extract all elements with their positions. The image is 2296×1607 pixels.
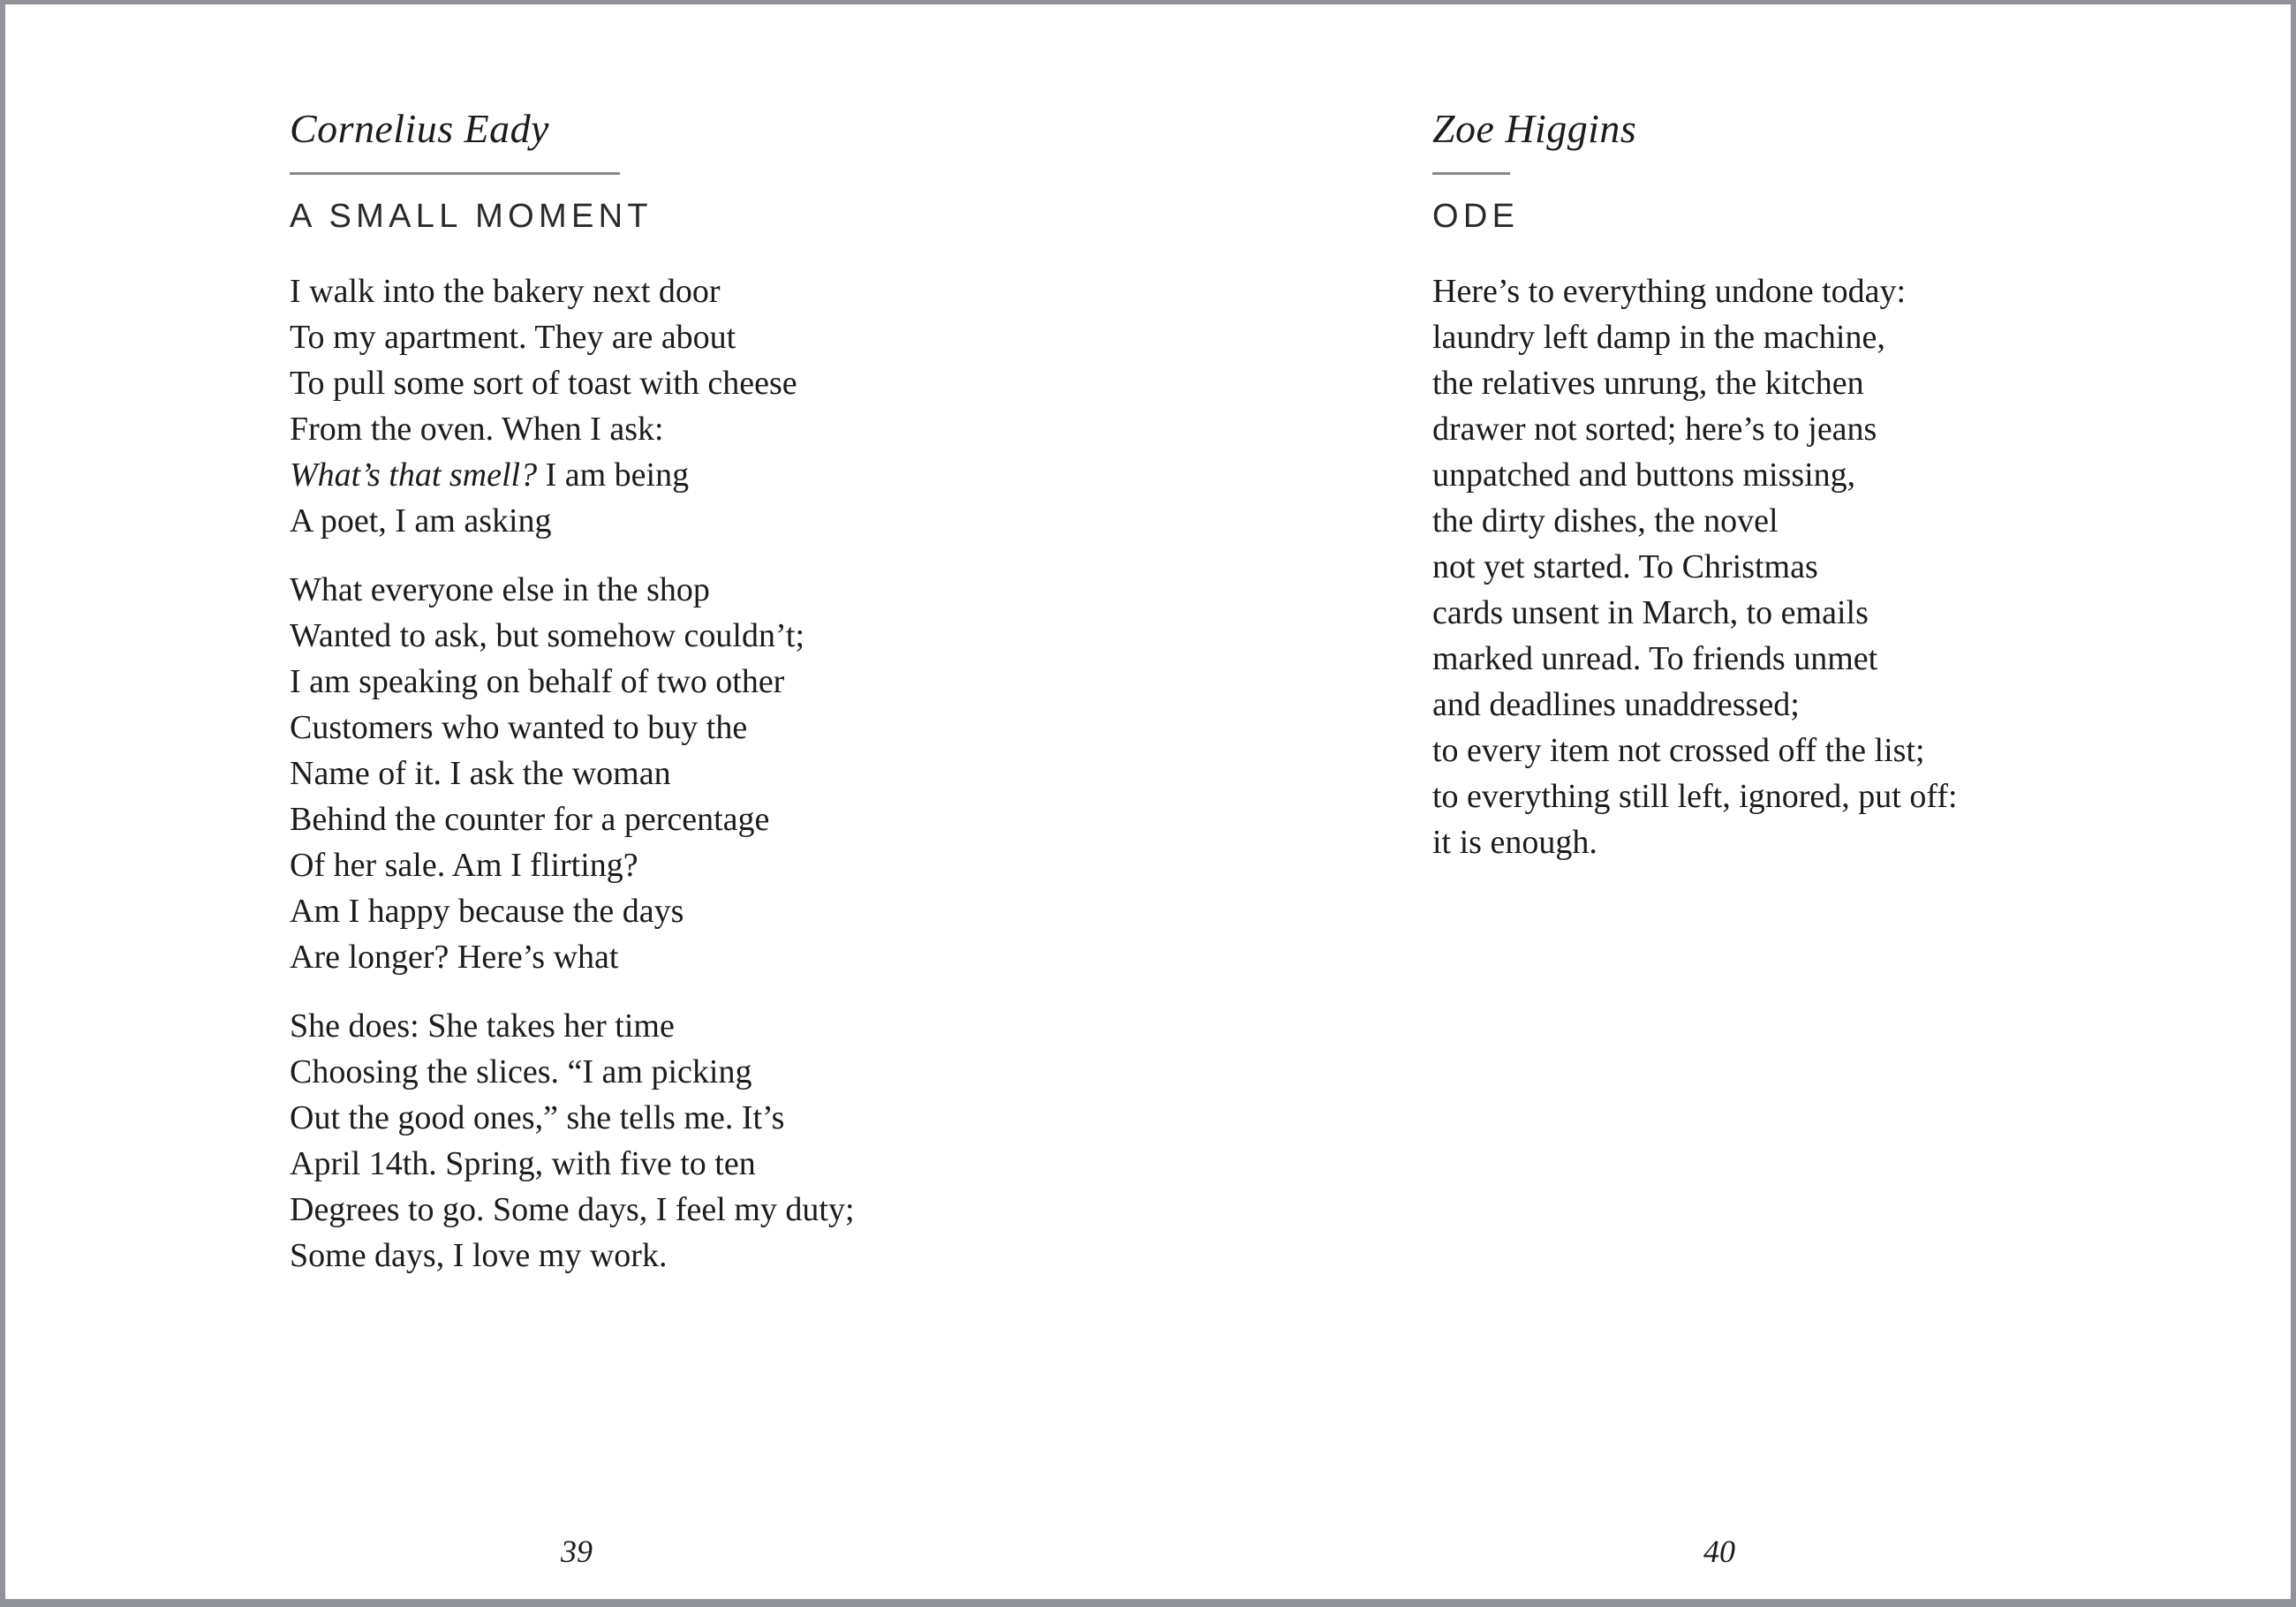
poem-line: [290, 659, 925, 705]
poem-line: [290, 314, 925, 360]
poem-line: [1432, 268, 2068, 314]
poem-line: [290, 452, 925, 498]
page-number: 39: [561, 1534, 593, 1569]
open-book-pages: [5, 4, 2291, 1599]
stanza: [290, 268, 925, 544]
poem-line-italic-segment: What’s that smell?: [290, 456, 538, 494]
poem-line-segment: Behind the counter for a percentage: [290, 801, 770, 838]
author-rule: [290, 172, 620, 175]
poem-line: [290, 796, 925, 842]
poem-line: [290, 1049, 925, 1095]
page-left-column: [290, 106, 925, 1279]
poem-line-segment: She does: She takes her time: [290, 1007, 675, 1045]
poem-line-segment: laundry left damp in the machine,: [1432, 319, 1885, 356]
poem-line-segment: and deadlines unaddressed;: [1432, 686, 1800, 723]
poem-line: [290, 1003, 925, 1049]
poem-line: [290, 934, 925, 980]
poem-line-segment: To pull some sort of toast with cheese: [290, 365, 797, 402]
poem-line-segment: Am I happy because the days: [290, 893, 684, 930]
poem-line-segment: Here’s to everything undone today:: [1432, 273, 1907, 310]
poem-line-segment: Wanted to ask, but somehow couldn’t;: [290, 617, 805, 654]
poem-line-segment: Name of it. I ask the woman: [290, 755, 671, 792]
poem-line: [290, 705, 925, 751]
page-number: 40: [1703, 1534, 1735, 1569]
poem-line: [290, 613, 925, 659]
poem-line: [1432, 819, 2068, 865]
poem-line: [290, 268, 925, 314]
poem-line-segment: marked unread. To friends unmet: [1432, 640, 1878, 677]
poem-line: [1432, 773, 2068, 819]
poem-line: [1432, 314, 2068, 360]
poem-line: [290, 360, 925, 406]
poem-title: ODE: [1432, 198, 1520, 235]
poem-line: [1432, 360, 2068, 406]
poem-line-segment: the relatives unrung, the kitchen: [1432, 365, 1864, 402]
poem-line-segment: Degrees to go. Some days, I feel my duty;: [290, 1191, 855, 1228]
poem-line: [290, 498, 925, 544]
poem-line-segment: Choosing the slices. “I am picking: [290, 1053, 752, 1090]
poem-line-segment: Customers who wanted to buy the: [290, 709, 748, 746]
poem-line: [1432, 636, 2068, 682]
poem-line: [290, 1141, 925, 1187]
poem-line-segment: I am being: [537, 456, 690, 494]
author-name: Zoe Higgins: [1432, 106, 1637, 151]
poem-line: [290, 1187, 925, 1233]
poem-line: [1432, 728, 2068, 773]
author-name: Cornelius Eady: [290, 106, 549, 151]
poem-line: [290, 567, 925, 613]
poem-line: [1432, 544, 2068, 590]
page-right-column: [1432, 106, 2068, 865]
poem-body: [1432, 268, 2068, 865]
poem-line: [290, 751, 925, 796]
poem-line: [1432, 406, 2068, 452]
poem-line: [1432, 452, 2068, 498]
poem-line-segment: the dirty dishes, the novel: [1432, 502, 1779, 539]
poem-line-segment: Are longer? Here’s what: [290, 939, 619, 976]
poem-line-segment: I walk into the bakery next door: [290, 273, 721, 310]
poem-line-segment: drawer not sorted; here’s to jeans: [1432, 411, 1877, 448]
poem-line: [290, 1233, 925, 1279]
poem-line: [1432, 498, 2068, 544]
stanza: [1432, 268, 2068, 865]
poem-line-segment: April 14th. Spring, with five to ten: [290, 1145, 756, 1182]
page-left: [5, 4, 1148, 1599]
poem-line: [1432, 590, 2068, 636]
poem-line-segment: not yet started. To Christmas: [1432, 548, 1818, 585]
poem-line: [1432, 682, 2068, 728]
poem-line-segment: unpatched and buttons missing,: [1432, 456, 1856, 494]
stanza: [290, 1003, 925, 1279]
poem-body: [290, 268, 925, 1279]
poem-line-segment: Out the good ones,” she tells me. It’s: [290, 1099, 785, 1136]
stanza: [290, 567, 925, 980]
poem-line-segment: What everyone else in the shop: [290, 571, 710, 608]
poem-line: [290, 406, 925, 452]
poem-line: [290, 888, 925, 934]
poem-line: [290, 842, 925, 888]
author-rule: [1432, 172, 1510, 175]
page-right: [1148, 4, 2291, 1599]
poem-line: [290, 1095, 925, 1141]
poem-title: A SMALL MOMENT: [290, 198, 653, 235]
poem-line-segment: I am speaking on behalf of two other: [290, 663, 785, 700]
poem-line-segment: cards unsent in March, to emails: [1432, 594, 1869, 631]
poem-line-segment: Some days, I love my work.: [290, 1237, 668, 1274]
poem-line-segment: to every item not crossed off the list;: [1432, 732, 1925, 769]
poem-line-segment: to everything still left, ignored, put off:: [1432, 778, 1958, 815]
poem-line-segment: it is enough.: [1432, 824, 1597, 861]
poem-line-segment: A poet, I am asking: [290, 502, 552, 539]
poem-line-segment: From the oven. When I ask:: [290, 411, 664, 448]
poem-line-segment: To my apartment. They are about: [290, 319, 736, 356]
poem-line-segment: Of her sale. Am I flirting?: [290, 847, 638, 884]
